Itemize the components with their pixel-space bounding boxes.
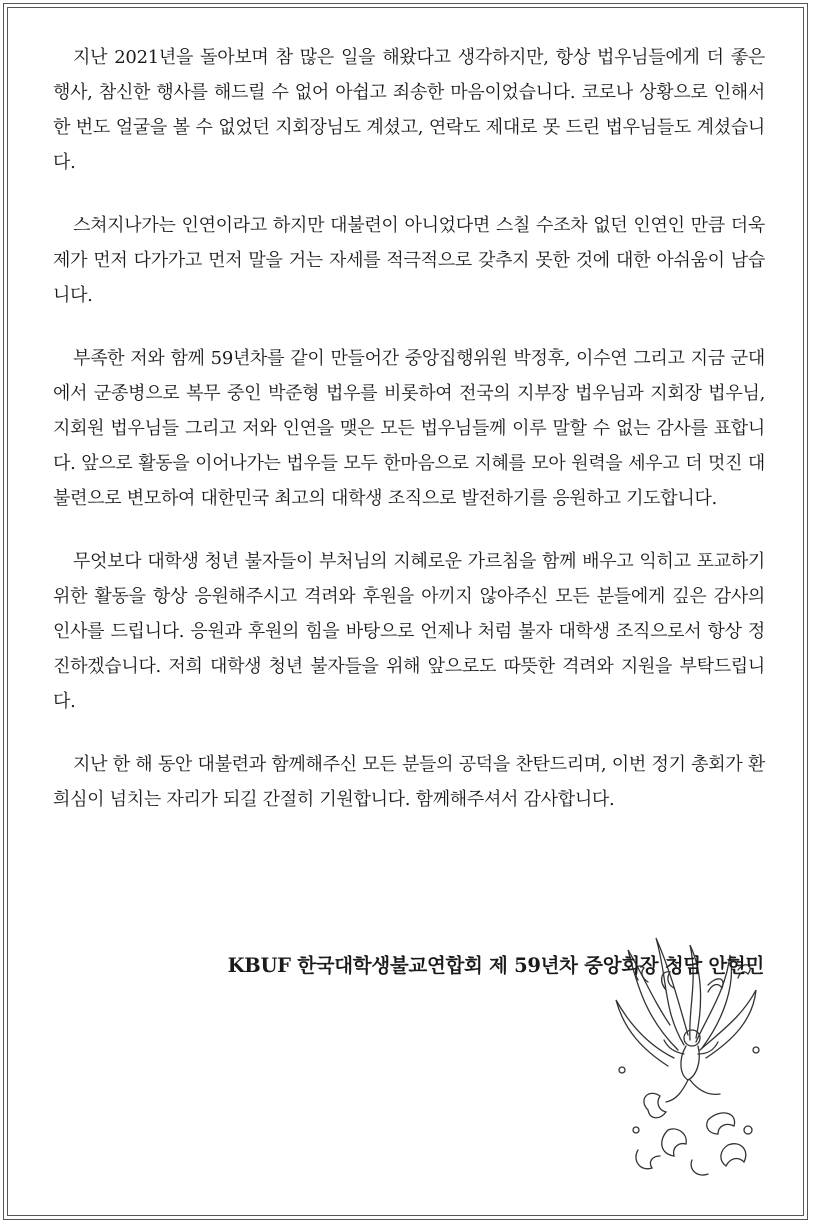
paragraph-1: 지난 2021년을 돌아보며 참 많은 일을 해왔다고 생각하지만, 항상 법우님들에게 더 좋은 행사, 참신한 행사를 해드릴 수 없어 아쉽고 죄송한 마음이었습니다. 코로나 상황으로 인해서 한 번도 얼굴을 볼 수 없었던 지회장님도 계셨고, 연락도 제대로 못 드린 법우님들도 계셨습니다.: [53, 47, 765, 173]
letter-body: [53, 40, 765, 839]
paragraph-5: 지난 한 해 동안 대불련과 함께해주신 모든 분들의 공덕을 찬탄드리며, 이번 정기 총회가 환희심이 넘치는 자리가 되길 간절히 기원합니다. 함께해주셔서 감사합니다.: [53, 754, 765, 810]
paragraph-2: 스쳐지나가는 인연이라고 하지만 대불련이 아니었다면 스칠 수조차 없던 인연인 만큼 더욱 제가 먼저 다가가고 먼저 말을 거는 자세를 적극적으로 갖추지 못한 것에 대한 아쉬움이 남습니다.: [53, 215, 765, 306]
signature-line: KBUF 한국대학생불교연합회 제 59년차 중앙회장 청담 안현민: [227, 954, 764, 977]
paragraph-3: 부족한 저와 함께 59년차를 같이 만들어간 중앙집행위원 박정후, 이수연 그리고 지금 군대에서 군종병으로 복무 중인 박준형 법우를 비롯하여 전국의 지부장 법우님과 지회장 법우님, 지회원 법우님들 그리고 저와 인연을 맺은 모든 법우님들께 이루 말할 수 없는 감사를 표합니다. 앞으로 활동을 이어나가는 법우들 모두 한마음으로 지혜를 모아 원력을 세우고 더 멋진 대불련으로 변모하여 대한민국 최고의 대학생 조직으로 발전하기를 응원하고 기도합니다.: [53, 348, 765, 509]
paragraph-4: 무엇보다 대학생 청년 불자들이 부처님의 지혜로운 가르침을 함께 배우고 익히고 포교하기 위한 활동을 항상 응원해주시고 격려와 후원을 아끼지 않아주신 모든 분들에게 깊은 감사의 인사를 드립니다. 응원과 후원의 힘을 바탕으로 언제나 처럼 불자 대학생 조직으로서 항상 정진하겠습니다. 저희 대학생 청년 불자들을 위해 앞으로도 따뜻한 격려와 지원을 부탁드립니다.: [53, 551, 765, 712]
